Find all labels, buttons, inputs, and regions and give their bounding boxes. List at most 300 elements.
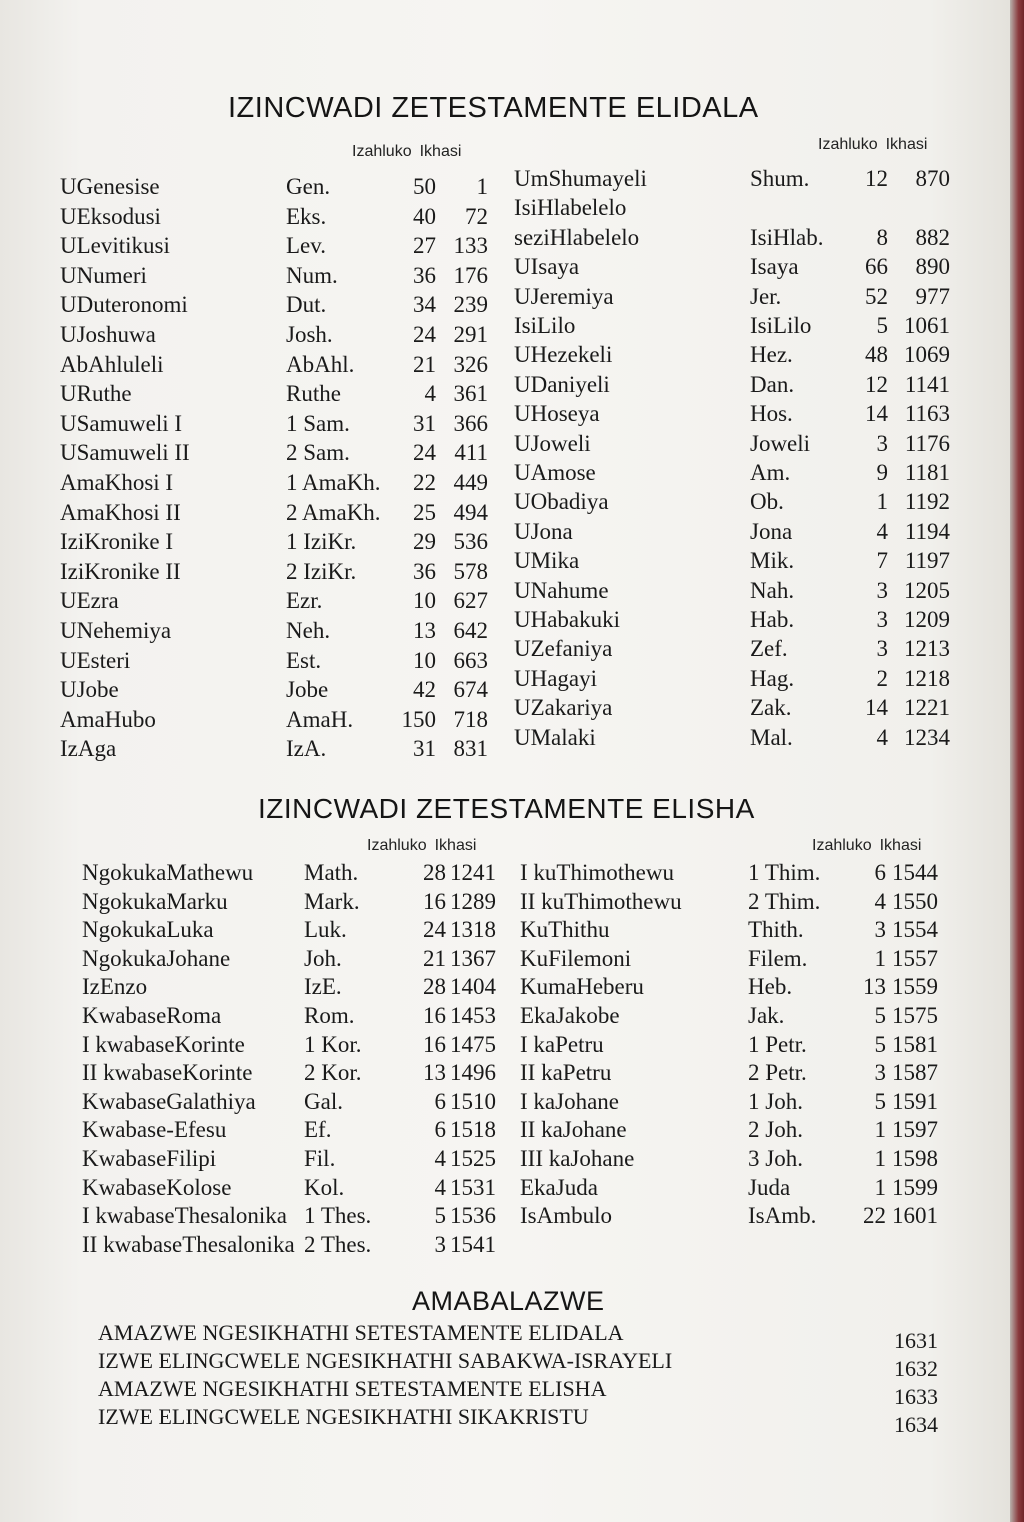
maps-heading: AMABALAZWE [412, 1286, 605, 1316]
page-number: 1221 [904, 695, 950, 721]
book-name: seziHlabelelo [514, 224, 640, 250]
book-name: UNahume [514, 577, 609, 603]
ot-right-chapters-label: Izahluko [818, 136, 878, 153]
chapter-count: 5 [874, 1088, 886, 1114]
book-row [60, 529, 490, 559]
book-name: KwabaseGalathiya [82, 1088, 256, 1114]
chapter-count: 24 [423, 917, 446, 943]
chapter-count: 16 [423, 1003, 446, 1028]
chapter-count: 6 [874, 860, 886, 885]
chapter-count: 21 [423, 945, 446, 971]
chapter-count: 14 [865, 695, 888, 721]
book-abbreviation: 1 AmaKh. [286, 470, 381, 495]
book-name: NgokukaMarku [82, 888, 228, 914]
book-row [60, 677, 490, 707]
page-number: 1541 [450, 1231, 496, 1257]
book-abbreviation: 2 Thim. [748, 888, 821, 914]
page-number: 1 [476, 174, 488, 199]
chapter-count: 36 [413, 262, 436, 288]
book-row [520, 1089, 940, 1119]
book-abbreviation: Mik. [750, 548, 795, 574]
map-page-number: 1633 [894, 1384, 938, 1409]
book-name: USamuweli I [60, 410, 183, 436]
page-number: 674 [453, 677, 488, 703]
book-row [520, 1203, 940, 1233]
book-abbreviation: Dut. [286, 292, 327, 318]
book-name: USamuweli II [60, 440, 190, 466]
book-abbreviation: 2 Sam. [286, 440, 350, 466]
book-row [82, 946, 502, 976]
chapter-count: 24 [413, 440, 436, 466]
book-name: NgokukaJohane [82, 945, 231, 971]
book-name: KuThithu [520, 917, 610, 943]
book-row [514, 313, 954, 343]
book-abbreviation: 3 Joh. [748, 1146, 803, 1171]
book-row [60, 174, 490, 204]
page-number: 1241 [450, 860, 496, 885]
book-abbreviation: 1 Thes. [304, 1203, 372, 1229]
old-testament-heading: IZINCWADI ZETESTAMENTE ELIDALA [228, 92, 759, 124]
chapter-count: 2 [876, 665, 888, 691]
book-row [60, 707, 490, 737]
page-number: 1557 [892, 945, 938, 971]
book-row [82, 917, 502, 947]
map-entry [98, 1404, 938, 1437]
book-row [60, 322, 490, 352]
book-abbreviation: Est. [286, 647, 322, 673]
book-row [520, 889, 940, 919]
page-number: 663 [453, 647, 488, 673]
chapter-count: 16 [423, 888, 446, 914]
book-abbreviation: 1 Petr. [748, 1031, 807, 1057]
page-number: 1289 [450, 888, 496, 914]
page-number: 291 [453, 322, 488, 347]
book-name: EkaJuda [520, 1174, 598, 1200]
book-name: UJona [514, 518, 573, 544]
book-abbreviation: Gen. [286, 174, 331, 199]
page-number: 1587 [892, 1060, 938, 1086]
chapter-count: 13 [863, 974, 886, 1000]
book-row [82, 889, 502, 919]
map-title: AMAZWE NGESIKHATHI SETESTAMENTE ELIDALA [98, 1320, 624, 1345]
page-number: 1176 [904, 430, 950, 456]
book-abbreviation: Juda [748, 1174, 791, 1200]
chapter-count: 52 [865, 283, 888, 309]
book-name: II kuThimothewu [520, 888, 682, 914]
book-name: I kwabaseKorinte [82, 1031, 245, 1057]
book-abbreviation: Isaya [750, 254, 799, 280]
book-name: UZakariya [514, 695, 613, 721]
book-abbreviation: 1 IziKr. [286, 529, 357, 555]
book-name: UEksodusi [60, 203, 161, 229]
book-name: NgokukaLuka [82, 917, 214, 943]
book-abbreviation: Jer. [750, 283, 782, 309]
chapter-count: 5 [876, 313, 888, 338]
book-name: KwabaseRoma [82, 1003, 222, 1028]
page-number: 831 [453, 736, 488, 762]
book-row [82, 1032, 502, 1062]
book-abbreviation: Luk. [304, 917, 347, 943]
book-name: II kaJohane [520, 1117, 627, 1143]
chapter-count: 4 [876, 518, 888, 544]
page-number: 1205 [904, 577, 950, 603]
book-row [60, 559, 490, 589]
book-name: IzAga [60, 736, 117, 762]
book-row [514, 489, 954, 519]
page-number: 1404 [450, 974, 496, 1000]
page-number: 239 [453, 292, 488, 318]
page-number: 882 [915, 224, 950, 250]
page-edge [1010, 0, 1024, 1522]
page-number: 1544 [892, 860, 938, 885]
book-name: AbAhluleli [60, 351, 164, 377]
chapter-count: 22 [863, 1203, 886, 1229]
page-number: 361 [453, 381, 488, 407]
page-number: 366 [453, 410, 488, 436]
book-name: KumaHeberu [520, 974, 644, 1000]
book-name: UGenesise [60, 174, 160, 199]
page-number: 1234 [904, 724, 950, 750]
book-abbreviation: Am. [750, 460, 791, 485]
book-row [82, 1060, 502, 1090]
book-name: I kaJohane [520, 1088, 619, 1114]
page-number: 1069 [904, 342, 950, 368]
chapter-count: 13 [423, 1060, 446, 1086]
book-row [514, 195, 954, 225]
book-row [60, 292, 490, 322]
page-number: 1181 [904, 460, 950, 485]
book-row [520, 1175, 940, 1205]
book-abbreviation: Lev. [286, 233, 327, 259]
page-number: 1597 [892, 1117, 938, 1143]
chapter-count: 40 [413, 203, 436, 229]
chapter-count: 31 [413, 410, 436, 436]
chapter-count: 16 [423, 1031, 446, 1057]
book-row [82, 1203, 502, 1233]
book-name: II kaPetru [520, 1060, 612, 1086]
book-abbreviation: Gal. [304, 1088, 343, 1114]
book-abbreviation: 2 Kor. [304, 1060, 362, 1086]
book-row [514, 431, 954, 461]
page-number: 1518 [450, 1117, 496, 1143]
book-row [520, 1003, 940, 1033]
book-abbreviation: Jobe [286, 677, 329, 703]
chapter-count: 3 [874, 917, 886, 943]
page-number: 1598 [892, 1146, 938, 1171]
book-abbreviation: Rom. [304, 1003, 355, 1028]
book-row [514, 460, 954, 490]
book-abbreviation: Ezr. [286, 588, 323, 614]
page-number: 1318 [450, 917, 496, 943]
book-abbreviation: IsAmb. [748, 1203, 817, 1229]
book-abbreviation: Mal. [750, 724, 793, 750]
book-row [514, 636, 954, 666]
book-name: AmaKhosi I [60, 470, 174, 495]
map-title: IZWE ELINGCWELE NGESIKHATHI SIKAKRISTU [98, 1404, 589, 1429]
map-entry [98, 1376, 938, 1409]
chapter-count: 3 [876, 636, 888, 662]
book-abbreviation: Joweli [750, 430, 811, 456]
book-name: UJeremiya [514, 283, 614, 309]
book-name: UHoseya [514, 401, 600, 427]
book-abbreviation: IsiHlab. [750, 224, 824, 250]
book-row [514, 372, 954, 402]
book-abbreviation: Nah. [750, 577, 795, 603]
book-row [514, 548, 954, 578]
book-abbreviation: 1 Sam. [286, 410, 350, 436]
chapter-count: 24 [413, 322, 436, 347]
book-name: IzEnzo [82, 974, 148, 1000]
chapter-count: 21 [413, 351, 436, 377]
book-abbreviation: Zef. [750, 636, 788, 662]
page-number: 1550 [892, 888, 938, 914]
book-row [60, 648, 490, 678]
book-name: UJoweli [514, 430, 591, 456]
book-name: NgokukaMathewu [82, 860, 254, 885]
page-number: 1575 [892, 1003, 938, 1028]
page-number: 1531 [450, 1174, 496, 1200]
map-title: AMAZWE NGESIKHATHI SETESTAMENTE ELISHA [98, 1376, 607, 1401]
book-name: UEzra [60, 588, 119, 614]
nt-right-chapters-label: Izahluko [812, 837, 872, 854]
book-row [520, 974, 940, 1004]
book-row [82, 1089, 502, 1119]
page-number: 1510 [450, 1088, 496, 1114]
chapter-count: 4 [876, 724, 888, 750]
book-row [82, 974, 502, 1004]
book-name: UMalaki [514, 724, 596, 750]
page-number: 627 [453, 588, 488, 614]
book-row [60, 500, 490, 530]
chapter-count: 25 [413, 499, 436, 525]
page-number: 1209 [904, 607, 950, 632]
book-row [60, 233, 490, 263]
page-number: 1197 [904, 548, 950, 574]
book-row [60, 470, 490, 500]
page-number: 449 [453, 470, 488, 495]
chapter-count: 1 [876, 489, 888, 515]
chapter-count: 4 [434, 1146, 446, 1171]
page-number: 494 [453, 499, 488, 525]
book-name: UHabakuki [514, 607, 621, 632]
book-row [514, 607, 954, 637]
book-name: II kwabaseKorinte [82, 1060, 253, 1086]
page-number: 1192 [904, 489, 950, 515]
chapter-count: 4 [424, 381, 436, 407]
chapter-count: 3 [876, 607, 888, 632]
chapter-count: 36 [413, 558, 436, 584]
book-row [82, 1232, 502, 1262]
page-number: 1141 [904, 371, 950, 397]
page-number: 133 [453, 233, 488, 259]
page-number: 718 [453, 706, 488, 732]
book-abbreviation: Kol. [304, 1174, 345, 1200]
book-row [514, 519, 954, 549]
book-abbreviation: Hag. [750, 665, 795, 691]
book-abbreviation: Thith. [748, 917, 804, 943]
chapter-count: 14 [865, 401, 888, 427]
chapter-count: 1 [874, 945, 886, 971]
page-number: 642 [453, 618, 488, 643]
book-name: I kwabaseThesalonika [82, 1203, 288, 1229]
chapter-count: 5 [874, 1031, 886, 1057]
map-page-number: 1634 [894, 1412, 938, 1437]
book-row [514, 695, 954, 725]
page-number: 1536 [450, 1203, 496, 1229]
book-name: IsiLilo [514, 313, 576, 338]
book-row [514, 578, 954, 608]
chapter-count: 5 [874, 1003, 886, 1028]
book-abbreviation: Eks. [286, 203, 327, 229]
book-abbreviation: AbAhl. [286, 351, 355, 377]
nt-right-column-header [812, 837, 929, 855]
nt-right-page-label: Ikhasi [879, 837, 922, 854]
book-row [514, 284, 954, 314]
chapter-count: 150 [401, 706, 436, 732]
page-number: 1525 [450, 1146, 496, 1171]
book-row [520, 1146, 940, 1176]
book-abbreviation: Jona [750, 518, 793, 544]
chapter-count: 4 [874, 888, 886, 914]
book-name: KwabaseKolose [82, 1174, 232, 1200]
chapter-count: 22 [413, 470, 436, 495]
nt-left-page-label: Ikhasi [434, 837, 477, 854]
book-name: UObadiya [514, 489, 609, 515]
page-number: 1194 [904, 518, 950, 544]
book-row [60, 440, 490, 470]
chapter-count: 3 [876, 577, 888, 603]
page-number: 977 [915, 283, 950, 309]
book-abbreviation: Neh. [286, 618, 331, 643]
page-number: 1367 [450, 945, 496, 971]
page-number: 1163 [904, 401, 950, 427]
book-row [514, 342, 954, 372]
book-abbreviation: Shum. [750, 166, 810, 191]
book-name: UIsaya [514, 254, 580, 280]
chapter-count: 10 [413, 647, 436, 673]
chapter-count: 3 [876, 430, 888, 456]
book-name: UNumeri [60, 262, 147, 288]
book-row [514, 166, 954, 196]
book-abbreviation: Ef. [304, 1117, 332, 1143]
map-page-number: 1631 [894, 1328, 938, 1353]
book-abbreviation: 1 Kor. [304, 1031, 362, 1057]
book-abbreviation: Mark. [304, 888, 360, 914]
book-abbreviation: Fil. [304, 1146, 336, 1171]
chapter-count: 29 [413, 529, 436, 555]
chapter-count: 8 [876, 224, 888, 250]
chapter-count: 27 [413, 233, 436, 259]
book-row [520, 1060, 940, 1090]
chapter-count: 28 [423, 974, 446, 1000]
chapter-count: 4 [434, 1174, 446, 1200]
book-row [60, 204, 490, 234]
book-abbreviation: Ruthe [286, 381, 341, 407]
page-number: 1601 [892, 1203, 938, 1229]
book-row [60, 618, 490, 648]
book-name: I kuThimothewu [520, 860, 674, 885]
book-name: UZefaniya [514, 636, 613, 662]
book-abbreviation: Hos. [750, 401, 793, 427]
page-number: 1496 [450, 1060, 496, 1086]
book-abbreviation: 2 Joh. [748, 1117, 803, 1143]
book-name: UNehemiya [60, 618, 172, 643]
ot-left-chapters-label: Izahluko [352, 143, 412, 160]
chapter-count: 34 [413, 292, 436, 318]
book-name: UAmose [514, 460, 596, 485]
new-testament-heading: IZINCWADI ZETESTAMENTE ELISHA [258, 793, 755, 824]
chapter-count: 50 [413, 174, 436, 199]
page-number: 1475 [450, 1031, 496, 1057]
book-name: KwabaseFilipi [82, 1146, 217, 1171]
page-number: 1554 [892, 917, 938, 943]
page-number: 890 [915, 254, 950, 280]
book-name: UmShumayeli [514, 166, 647, 191]
map-page-number: 1632 [894, 1356, 938, 1381]
book-row [82, 1003, 502, 1033]
book-abbreviation: Hez. [750, 342, 793, 368]
book-row [82, 1146, 502, 1176]
nt-left-chapters-label: Izahluko [367, 837, 427, 854]
chapter-count: 1 [874, 1174, 886, 1200]
book-abbreviation: AmaH. [286, 706, 354, 732]
page-number: 176 [453, 262, 488, 288]
page-number: 1061 [904, 313, 950, 338]
chapter-count: 48 [865, 342, 888, 368]
book-abbreviation: 2 Thes. [304, 1231, 372, 1257]
map-title: IZWE ELINGCWELE NGESIKHATHI SABAKWA-ISRAYELI [98, 1348, 673, 1373]
book-row [520, 946, 940, 976]
book-name: UDaniyeli [514, 371, 610, 397]
book-name: UJobe [60, 677, 119, 703]
book-name: UEsteri [60, 647, 131, 673]
page-number: 578 [453, 558, 488, 584]
page-number: 1453 [450, 1003, 496, 1028]
book-name: UJoshuwa [60, 322, 156, 347]
book-row [82, 860, 502, 890]
book-name: UHagayi [514, 665, 598, 691]
book-row [82, 1117, 502, 1147]
chapter-count: 3 [434, 1231, 446, 1257]
ot-right-column-header [818, 136, 935, 154]
chapter-count: 12 [865, 166, 888, 191]
book-name: URuthe [60, 381, 132, 407]
book-name: UDuteronomi [60, 292, 188, 318]
book-name: II kwabaseThesalonika [82, 1231, 295, 1257]
ot-right-page-label: Ikhasi [885, 136, 928, 153]
book-abbreviation: 2 IziKr. [286, 558, 357, 584]
book-name: IziKronike II [60, 558, 181, 584]
book-abbreviation: Joh. [304, 945, 342, 971]
book-row [60, 263, 490, 293]
book-name: UMika [514, 548, 580, 574]
map-entry [98, 1320, 938, 1353]
book-abbreviation: Filem. [748, 945, 808, 971]
book-abbreviation: 2 AmaKh. [286, 499, 381, 525]
page-number: 326 [453, 351, 488, 377]
book-row [520, 917, 940, 947]
chapter-count: 1 [874, 1117, 886, 1143]
book-name: ULevitikusi [60, 233, 170, 259]
book-abbreviation: Math. [304, 860, 359, 885]
book-row [520, 860, 940, 890]
chapter-count: 10 [413, 588, 436, 614]
chapter-count: 7 [876, 548, 888, 574]
book-abbreviation: 2 Petr. [748, 1060, 807, 1086]
book-abbreviation: IzE. [304, 974, 342, 1000]
book-row [60, 381, 490, 411]
chapter-count: 66 [865, 254, 888, 280]
